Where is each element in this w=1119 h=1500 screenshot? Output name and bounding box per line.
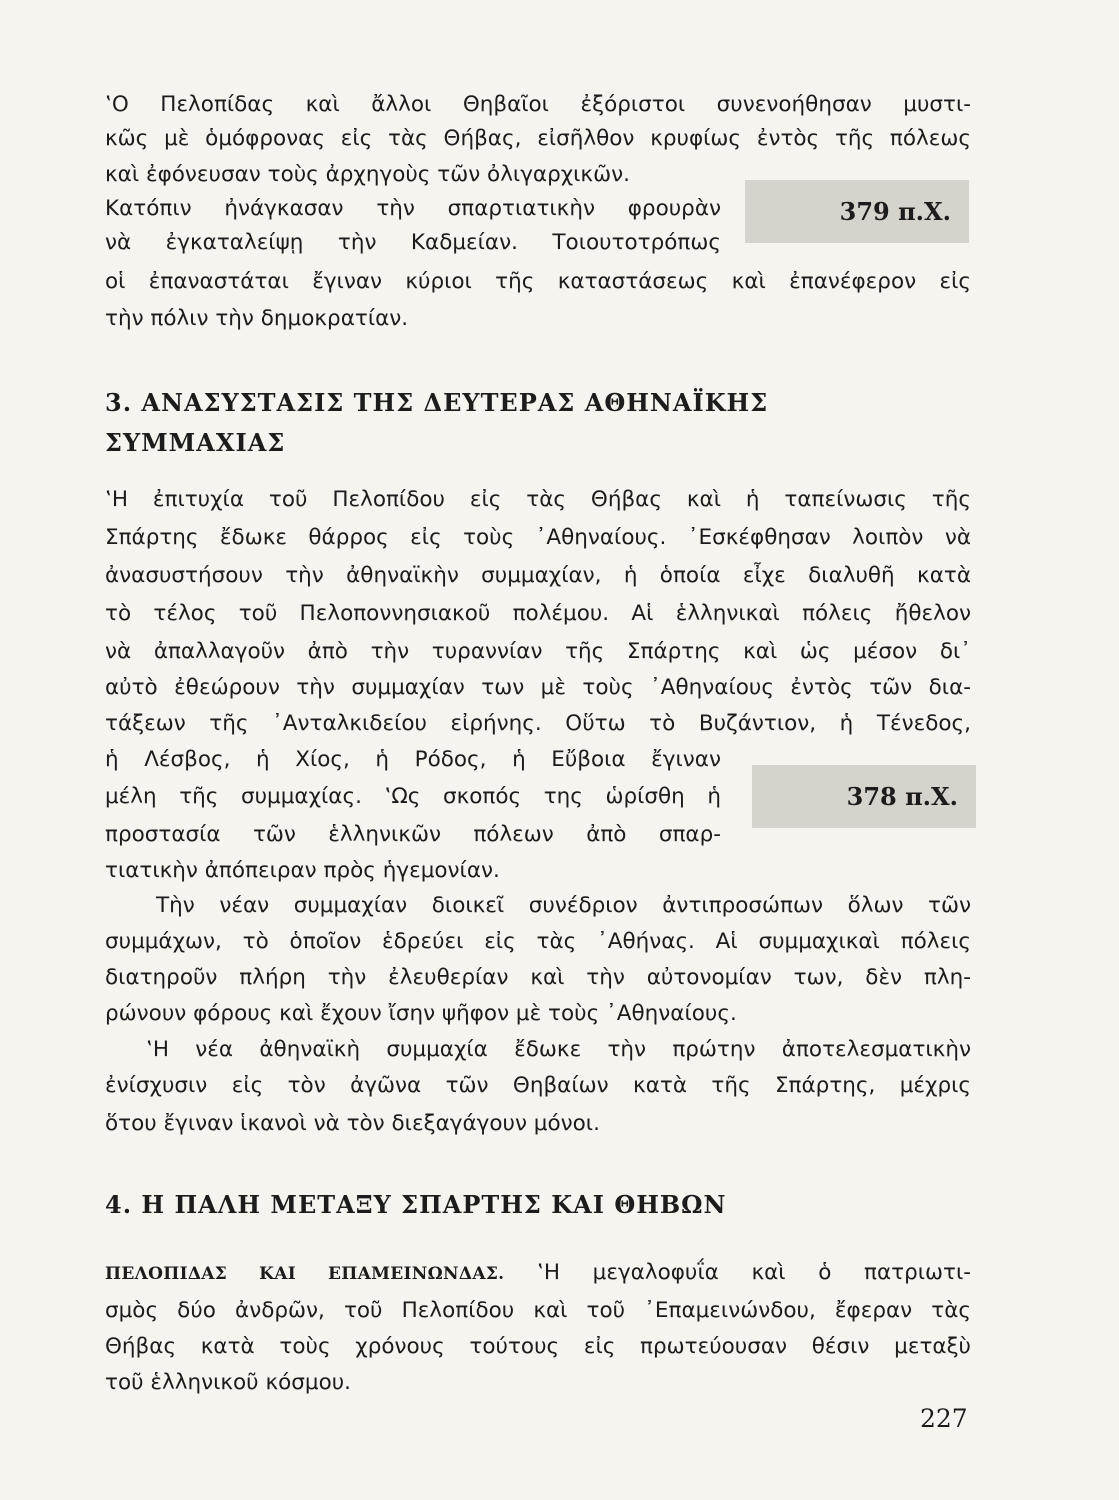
paragraph-line: ρώνουν φόρους καὶ ἔχουν ἴσην ψῆφον μὲ τοὺς ᾿Αθηναίους. <box>105 1001 737 1026</box>
intro-line: Κατόπιν ἠνάγκασαν τὴν σπαρτιατικὴν φρουρὰν <box>105 196 721 221</box>
date-box-378: 378 π.Χ. <box>752 765 976 828</box>
paragraph-line: Θήβας κατὰ τοὺς χρόνους τούτους εἰς πρωτεύουσαν θέσιν μεταξὺ <box>105 1334 971 1359</box>
intro-line: ‛Ο Πελοπίδας καὶ ἄλλοι Θηβαῖοι ἐξόριστοι συνενοήθησαν μυστι- <box>105 92 971 117</box>
paragraph-line: διατηροῦν πλήρη τὴν ἐλευθερίαν καὶ τὴν αὐτονομίαν των, δὲν πλη- <box>105 965 971 990</box>
intro-line: νὰ ἐγκαταλείψῃ τὴν Καδμείαν. Τοιουτοτρόπως <box>105 230 721 255</box>
paragraph-line: ὅτου ἔγιναν ἱκανοὶ νὰ τὸν διεξαγάγουν μόνοι. <box>105 1111 600 1136</box>
intro-line: κῶς μὲ ὁμόφρονας εἰς τὰς Θήβας, εἰσῆλθον κρυφίως ἐντὸς τῆς πόλεως <box>105 126 971 151</box>
paragraph-line: τιατικὴν ἀπόπειραν πρὸς ἡγεμονίαν. <box>105 858 500 883</box>
paragraph-line <box>105 1256 971 1291</box>
section-4-heading: 4. Η ΠΑΛΗ ΜΕΤΑΞΥ ΣΠΑΡΤΗΣ ΚΑΙ ΘΗΒΩΝ <box>105 1190 727 1219</box>
paragraph-line: ἡ Λέσβος, ἡ Χίος, ἡ Ρόδος, ἡ Εὔβοια ἔγιναν <box>105 747 721 772</box>
paragraph-line: ‛Η ἐπιτυχία τοῦ Πελοπίδου εἰς τὰς Θήβας καὶ ἡ ταπείνωσις τῆς <box>105 487 971 512</box>
paragraph-line: μέλη τῆς συμμαχίας. ‛Ως σκοπός της ὡρίσθη ἡ <box>105 784 721 809</box>
paragraph-line: νὰ ἀπαλλαγοῦν ἀπὸ τὴν τυραννίαν τῆς Σπάρτης καὶ ὡς μέσον δι᾿ <box>105 639 971 664</box>
paragraph-line: τάξεων τῆς ᾿Ανταλκιδείου εἰρήνης. Οὕτω τὸ Βυζάντιον, ἡ Τένεδος, <box>105 711 971 736</box>
paragraph-line: συμμάχων, τὸ ὁποῖον ἑδρεύει εἰς τὰς ᾿Αθήνας. Αἱ συμμαχικαὶ πόλεις <box>105 929 971 954</box>
paragraph-line: ‛Η νέα ἀθηναϊκὴ συμμαχία ἔδωκε τὴν πρώτην ἀποτελεσματικὴν <box>146 1037 971 1062</box>
paragraph-line: τοῦ ἑλληνικοῦ κόσμου. <box>105 1370 352 1395</box>
paragraph-line: προστασία τῶν ἑλληνικῶν πόλεων ἀπὸ σπαρ- <box>105 822 721 847</box>
lead-title: ΠΕΛΟΠΙΔΑΣ ΚΑΙ ΕΠΑΜΕΙΝΩΝΔΑΣ. <box>105 1264 505 1284</box>
paragraph-line: σμὸς δύο ἀνδρῶν, τοῦ Πελοπίδου καὶ τοῦ ᾿Επαμεινώνδου, ἔφεραν τὰς <box>105 1298 971 1323</box>
date-box-379: 379 π.Χ. <box>745 180 969 243</box>
page-number: 227 <box>920 1404 968 1433</box>
section-3-heading: 3. ΑΝΑΣΥΣΤΑΣΙΣ ΤΗΣ ΔΕΥΤΕΡΑΣ ΑΘΗΝΑΪΚΗΣ <box>105 388 769 417</box>
paragraph-line: Τὴν νέαν συμμαχίαν διοικεῖ συνέδριον ἀντιπροσώπων ὅλων τῶν <box>156 893 971 918</box>
paragraph-line: τὸ τέλος τοῦ Πελοποννησιακοῦ πολέμου. Αἱ ἑλληνικαὶ πόλεις ἤθελον <box>105 601 971 626</box>
paragraph-line: ἐνίσχυσιν εἰς τὸν ἀγῶνα τῶν Θηβαίων κατὰ τῆς Σπάρτης, μέχρις <box>105 1073 971 1098</box>
paragraph-line: Σπάρτης ἔδωκε θάρρος εἰς τοὺς ᾿Αθηναίους. ᾿Εσκέφθησαν λοιπὸν νὰ <box>105 525 971 550</box>
intro-line: καὶ ἐφόνευσαν τοὺς ἀρχηγοὺς τῶν ὀλιγαρχικῶν. <box>105 162 630 187</box>
paragraph-line: ἀνασυστήσουν τὴν ἀθηναϊκὴν συμμαχίαν, ἡ ὁποία εἶχε διαλυθῆ κατὰ <box>105 563 971 588</box>
paragraph-line: αὐτὸ ἐθεώρουν τὴν συμμαχίαν των μὲ τοὺς ᾿Αθηναίους ἐντὸς τῶν δια- <box>105 675 971 700</box>
intro-line: οἱ ἐπαναστάται ἔγιναν κύριοι τῆς καταστάσεως καὶ ἐπανέφερον εἰς <box>105 269 971 294</box>
intro-line: τὴν πόλιν τὴν δημοκρατίαν. <box>105 306 409 331</box>
section-3-heading-cont: ΣΥΜΜΑΧΙΑΣ <box>105 428 286 457</box>
lead-text: ‛Η μεγαλοφυΐα καὶ ὁ πατριωτι- <box>504 1260 971 1285</box>
